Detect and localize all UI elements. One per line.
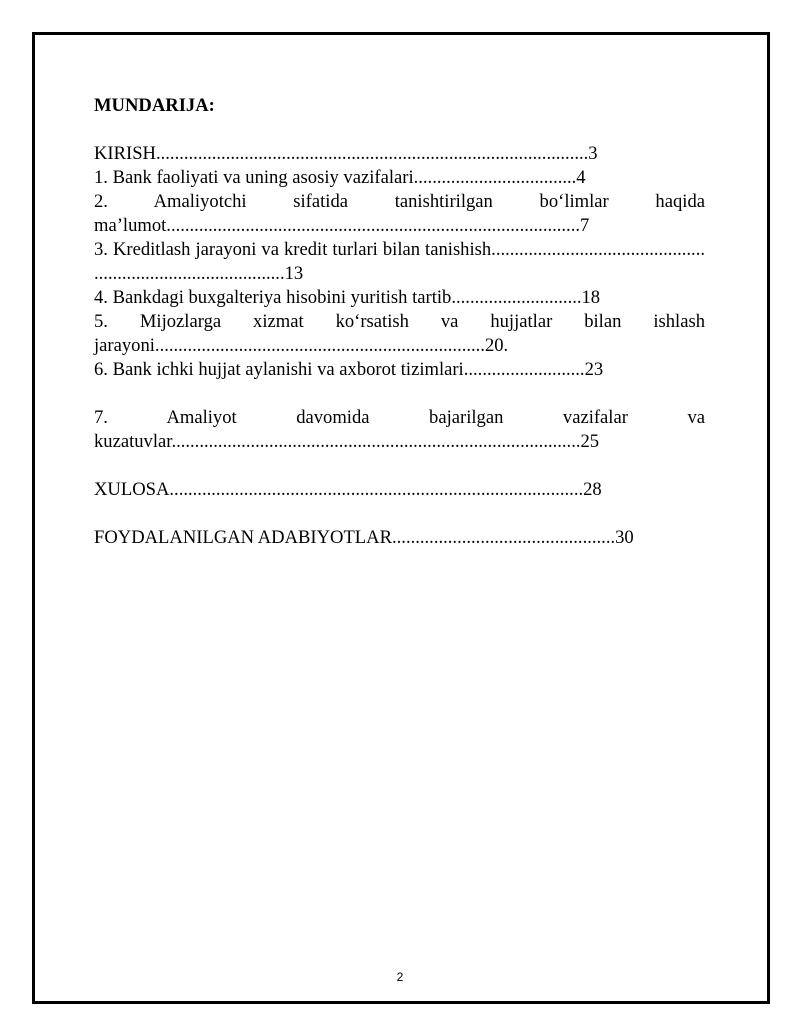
toc-entry-xulosa: XULOSA.........................................................................................28 [94, 479, 602, 500]
toc-entry-adabiyotlar: FOYDALANILGAN ADABIYOTLAR................................................30 [94, 527, 634, 548]
toc-entry-2: 2. Amaliyotchi sifatida tanishtirilgan bo‘limlar haqida ma’lumot.........................................................................................7 [94, 191, 705, 236]
toc-entry-4: 4. Bankdagi buxgalteriya hisobini yuritish tartib............................18 [94, 287, 601, 308]
table-of-contents [94, 94, 705, 550]
page-number: 2 [396, 970, 404, 984]
toc-entry-kirish: KIRISH.............................................................................................3 [94, 143, 598, 164]
toc-title: MUNDARIJA: [94, 95, 215, 116]
toc-entry-3: 3. Kreditlash jarayoni va kredit turlari bilan tanishish.............................................. .........................................13 [94, 239, 705, 284]
toc-entry-6: 6. Bank ichki hujjat aylanishi va axborot tizimlari..........................23 [94, 359, 604, 380]
toc-entry-7: 7. Amaliyot davomida bajarilgan vazifalar va kuzatuvlar........................................................................................25 [94, 407, 705, 452]
toc-entry-1: 1. Bank faoliyati va uning asosiy vazifalari...................................4 [94, 167, 586, 188]
toc-entry-5: 5. Mijozlarga xizmat ko‘rsatish va hujjatlar bilan ishlash jarayoni.......................................................................20. [94, 311, 705, 356]
